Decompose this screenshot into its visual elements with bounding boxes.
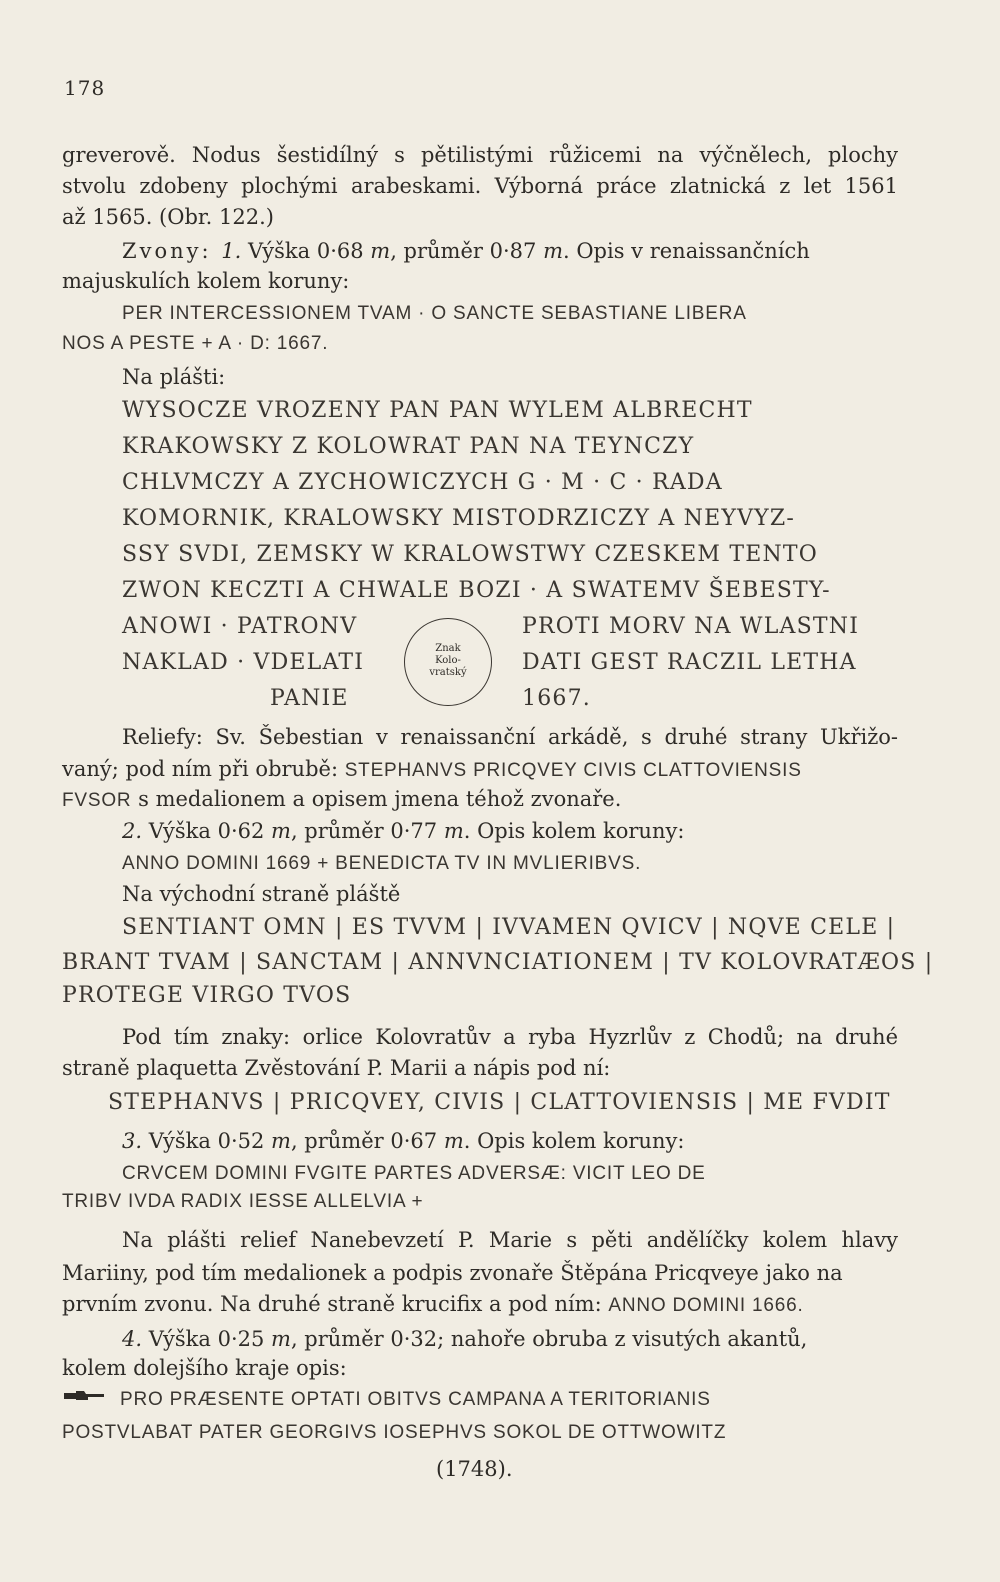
pointing-hand-icon — [62, 1389, 106, 1403]
text-run: prvním zvonu. Na druhé straně krucifix a pod ním: — [62, 1292, 609, 1316]
inscription-line: NOS A PESTE + A · D: 1667. — [62, 333, 329, 354]
text-run: , průměr 0·67 — [290, 1129, 444, 1153]
bell-1-heading — [122, 238, 898, 264]
inscription-line: PROTI MORV NA WLASTNI — [522, 614, 860, 639]
text-run: Výška 0·25 — [142, 1327, 272, 1351]
text-run: , průměr 0·87 — [390, 239, 544, 263]
bell-3-heading — [122, 1128, 898, 1154]
bell-4-heading — [122, 1326, 898, 1352]
inscription-line: TRIBV IVDA RADIX IESSE ALLELVIA + — [62, 1191, 424, 1212]
unit: m — [370, 239, 391, 263]
unit: m — [271, 819, 291, 843]
inscription-line: ZWON KECZTI A CHWALE BOZI · A SWATEMV ŠEBESTY- — [122, 578, 831, 603]
text-run: . Opis kolem koruny: — [463, 819, 685, 843]
inscription-line: NAKLAD · VDELATI — [122, 650, 365, 675]
inscription-line: PANIE — [270, 686, 349, 711]
text-run: , průměr 0·77 — [290, 819, 444, 843]
text-line: straně plaquetta Zvěstování P. Marii a nápis pod ní: — [62, 1056, 611, 1080]
inscription-line: DATI GEST RACZIL LETHA — [522, 650, 857, 675]
inscription-line: KOMORNIK, KRALOWSKY MISTODRZICZY A NEYVYZ- — [122, 506, 796, 531]
inscription-line: SSY SVDI, ZEMSKY W KRALOWSTWY CZESKEM TENTO — [122, 542, 819, 567]
text-run: . Opis v renaissančních — [562, 239, 810, 263]
inscription-line: WYSOCZE VROZENY PAN PAN WYLEM ALBRECHT — [122, 398, 753, 423]
unit: m — [543, 239, 563, 263]
text-line: až 1565. (Obr. 122.) — [62, 205, 274, 229]
text-line: Na plášti: — [122, 365, 226, 389]
seal-text: Znak — [435, 643, 461, 654]
text-run: , průměr 0·32; nahoře obruba z visutých akantů, — [290, 1327, 808, 1351]
text-line: Na plášti relief Nanebevzetí P. Marie s pěti andělíčky kolem hlavy — [122, 1228, 898, 1252]
inscription-run: FVSOR — [62, 790, 132, 811]
bell-number: 1. — [221, 239, 242, 263]
text-run: . Opis kolem koruny: — [463, 1129, 685, 1153]
bell-number: 2. — [122, 819, 143, 843]
unit: m — [443, 1129, 464, 1153]
inscription-line: PRO PRÆSENTE OPTATI OBITVS CAMPANA A TERITORIANIS — [120, 1389, 711, 1410]
section-label: Zvony: — [122, 239, 222, 263]
coat-of-arms-seal — [404, 618, 492, 706]
inscription-run: STEPHANVS PRICQVEY CIVIS CLATTOVIENSIS — [344, 760, 802, 781]
bell-number: 3. — [122, 1129, 143, 1153]
text-run: vaný; pod ním při obrubě: — [62, 757, 345, 781]
text-run: Výška 0·62 — [142, 819, 272, 843]
inscription-line: 1667. — [522, 686, 591, 711]
text-line — [62, 786, 898, 814]
text-line: Pod tím znaky: orlice Kolovratův a ryba Hyzrlův z Chodů; na druhé — [122, 1025, 898, 1049]
text-line: kolem dolejšího kraje opis: — [62, 1356, 347, 1380]
inscription-line: CHLVMCZY A ZYCHOWICZYCH G · M · C · RADA — [122, 470, 723, 495]
text-line: stvolu zdobeny plochými arabeskami. Výborná práce zlatnická z let 1561 — [62, 174, 898, 198]
text-line: Reliefy: Sv. Šebestian v renaissanční arkádě, s druhé strany Ukřižo- — [122, 725, 898, 749]
text-run: s medalionem a opisem jmena téhož zvonaře. — [131, 787, 622, 811]
inscription-line: SENTIANT OMN | ES TVVM | IVVAMEN QVICV | NQVE CELE | — [122, 915, 896, 940]
text-line: Mariiny, pod tím medalionek a podpis zvonaře Štěpána Pricqveye jako na — [62, 1261, 843, 1285]
inscription-line: CRVCEM DOMINI FVGITE PARTES ADVERSÆ: VICIT LEO DE — [122, 1163, 706, 1184]
seal-text: Kolo- — [435, 655, 461, 666]
text-run: Výška 0·52 — [142, 1129, 272, 1153]
inscription-line: PROTEGE VIRGO TVOS — [62, 983, 352, 1008]
bell-number: 4. — [122, 1327, 143, 1351]
inscription-line: ANNO DOMINI 1669 + BENEDICTA TV IN MVLIERIBVS. — [122, 853, 642, 874]
year-note: (1748). — [436, 1457, 513, 1481]
text-line: greverově. Nodus šestidílný s pětilistými růžicemi na výčnělech, plochy — [62, 143, 898, 167]
text-line — [62, 756, 898, 784]
unit: m — [443, 819, 464, 843]
inscription-line: PER INTERCESSIONEM TVAM · O SANCTE SEBASTIANE LIBERA — [122, 303, 747, 324]
unit: m — [271, 1129, 291, 1153]
text-line: majuskulích kolem koruny: — [62, 269, 350, 293]
inscription-line: STEPHANVS | PRICQVEY, CIVIS | CLATTOVIENSIS | ME FVDIT — [108, 1090, 891, 1115]
inscription-line: ANOWI · PATRONV — [122, 614, 358, 639]
text-line: Na východní straně pláště — [122, 882, 401, 906]
bell-2-heading — [122, 818, 898, 844]
inscription-line: BRANT TVAM | SANCTAM | ANNVNCIATIONEM | TV KOLOVRATÆOS | — [62, 950, 934, 975]
inscription-line: KRAKOWSKY Z KOLOWRAT PAN NA TEYNCZY — [122, 434, 695, 459]
text-line — [62, 1291, 898, 1319]
unit: m — [271, 1327, 291, 1351]
inscription-line: POSTVLABAT PATER GEORGIVS IOSEPHVS SOKOL DE OTTWOWITZ — [62, 1422, 727, 1443]
page-number: 178 — [64, 76, 106, 100]
text-run: Výška 0·68 — [241, 239, 371, 263]
seal-text: vratský — [429, 667, 467, 678]
inscription-run: ANNO DOMINI 1666. — [608, 1295, 804, 1316]
